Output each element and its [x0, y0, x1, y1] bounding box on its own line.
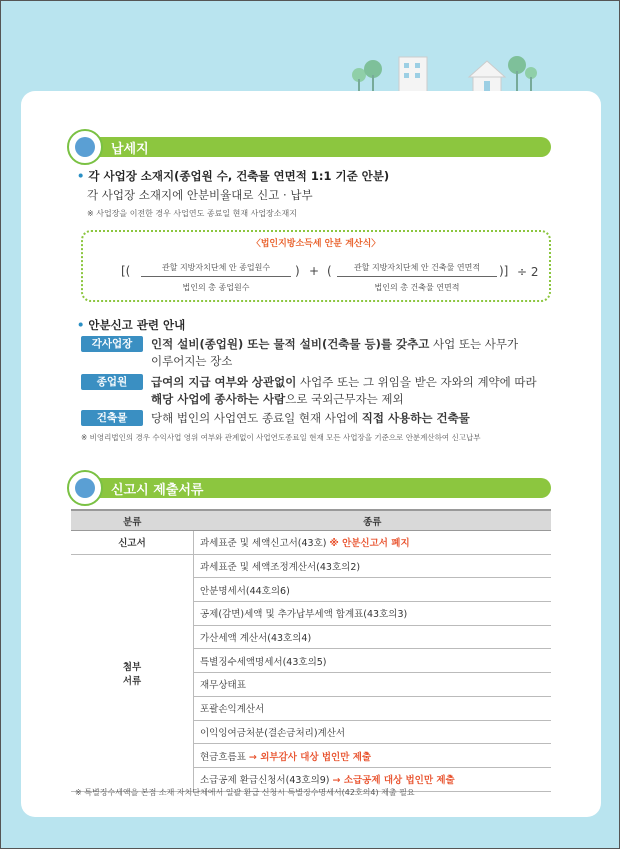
tag-each-site: 각사업장 [81, 336, 143, 352]
fraction1-line [141, 276, 291, 277]
town-illustration [339, 49, 539, 95]
section-title: 신고시 제출서류 [111, 483, 204, 498]
attachment-item: 안분명세서(44호의6) [194, 578, 552, 602]
desc-building: 당해 법인의 사업연도 종료일 현재 사업에 직접 사용하는 건축물 [151, 411, 470, 425]
fraction2-denominator: 법인의 총 건축물 연면적 [374, 283, 460, 292]
desc-employee-line1: 급여의 지급 여부와 상관없이 사업주 또는 그 위임을 받은 자와의 계약에 따라 [151, 375, 537, 389]
bracket-close: )] [499, 264, 509, 278]
document-icon [67, 470, 103, 506]
attachment-item: 포괄손익계산서 [194, 696, 552, 720]
tag-employee: 종업원 [81, 374, 143, 390]
attachment-item: 공제(감면)세액 및 추가납부세액 합계표(43호의3) [194, 602, 552, 626]
section-header-documents [71, 478, 551, 498]
allocation-formula-box [81, 230, 551, 302]
attachment-item: 재무상태표 [194, 673, 552, 697]
attachment-item: 현금흐름표 → 외부감사 대상 법인만 제출 [194, 744, 552, 768]
paren-close1: ) [295, 264, 300, 278]
fraction1-denominator: 법인의 총 종업원수 [182, 283, 250, 292]
table-row [71, 531, 551, 555]
nonprofit-note: ※ 비영리법인의 경우 수익사업 영위 여부와 관계없이 사업연도종료일 현재 모든 사업장을 기준으로 안분계산하여 신고납부 [81, 433, 481, 442]
category-attachments: 첨부 서류 [71, 554, 194, 791]
report-item: 과세표준 및 세액신고서(43호) ※ 안분신고서 폐지 [194, 531, 552, 555]
header-category: 분류 [71, 510, 194, 531]
formula-title: 〈법인지방소득세 안분 계산식〉 [251, 239, 381, 249]
fraction2-line [337, 276, 497, 277]
bullet-location: • 각 사업장 소재지(종업원 수, 건축물 연면적 1:1 기준 안분) [77, 168, 389, 184]
attachment-item: 이익잉여금처분(결손금처리)계산서 [194, 720, 552, 744]
divide-by-two: ÷ 2 [517, 265, 539, 279]
paren-open2: ( [327, 264, 332, 278]
category-report: 신고서 [71, 531, 194, 555]
desc-employee-line2: 해당 사업에 종사하는 사람으로 국외근무자는 제외 [151, 392, 404, 406]
fraction1-numerator: 관할 지방자치단체 안 종업원수 [161, 263, 271, 272]
attachment-item: 가산세액 계산서(43호의4) [194, 625, 552, 649]
attachment-item: 과세표준 및 세액조정계산서(43호의2) [194, 554, 552, 578]
desc-each-site-line1: 인적 설비(종업원) 또는 물적 설비(건축물 등)를 갖추고 사업 또는 사무가 [151, 337, 519, 351]
bullet-guide: • 안분신고 관련 안내 [77, 317, 185, 333]
table-header-row [71, 510, 551, 531]
location-text: 각 사업장 소재지에 안분비율대로 신고 · 납부 [87, 188, 313, 202]
fraction2-numerator: 관할 지방자치단체 안 건축물 연면적 [353, 263, 481, 272]
header-type: 종류 [194, 510, 552, 531]
section-header-tax-location [71, 137, 551, 157]
table-row [71, 554, 551, 578]
attachment-item: 특별징수세액명세서(43호의5) [194, 649, 552, 673]
building-icon [67, 129, 103, 165]
section-title: 납세지 [111, 142, 149, 157]
plus-sign: + [309, 264, 320, 278]
desc-each-site-line2: 이루어지는 장소 [151, 354, 233, 368]
withholding-note: ※ 특별징수세액을 본점 소재 자치단체에서 일괄 환급 신청시 특별징수명세서(42호의4) 제출 필요 [75, 788, 415, 797]
tag-building: 건축물 [81, 410, 143, 426]
bracket-open: [( [121, 264, 131, 278]
attachment-item: 소급공제 환급신청서(43호의9) → 소급공제 대상 법인만 제출 [194, 767, 552, 791]
location-note: ※ 사업장을 이전한 경우 사업연도 종료일 현재 사업장소재지 [87, 209, 297, 218]
documents-table [71, 509, 551, 792]
